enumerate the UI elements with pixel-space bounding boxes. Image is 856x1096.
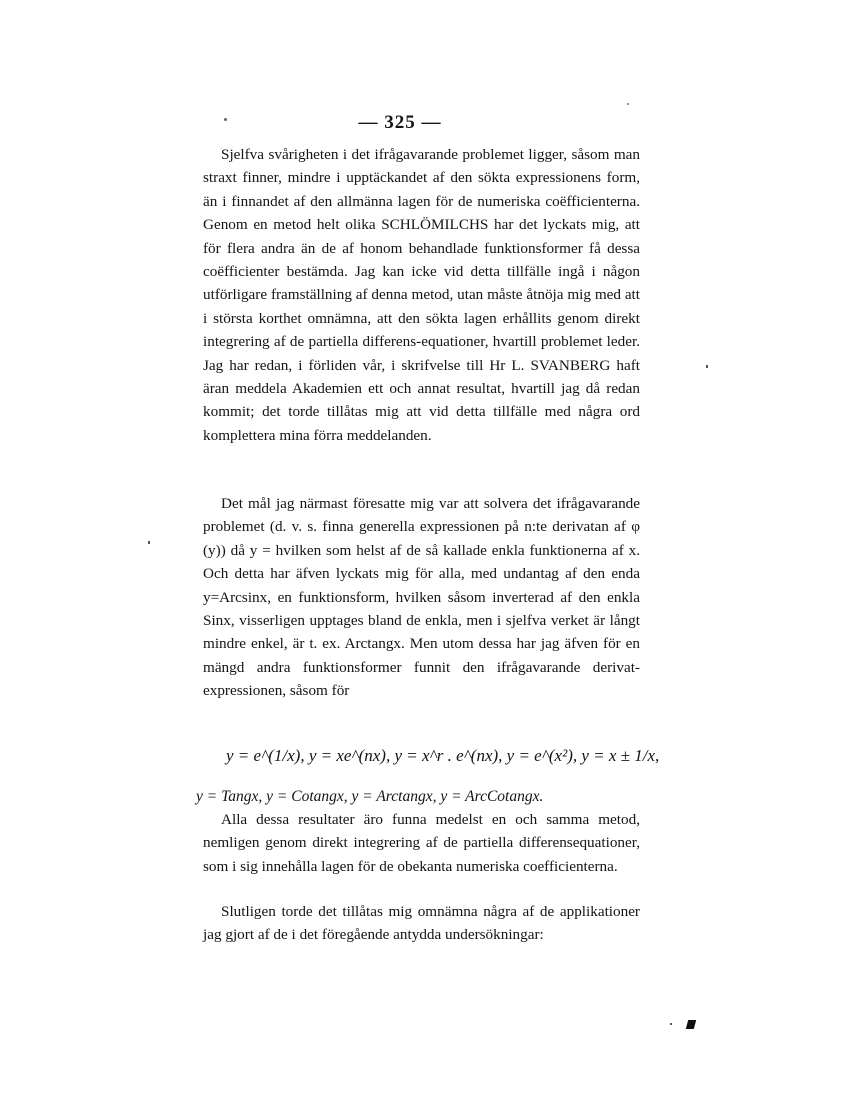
text-block-1 [203,143,640,447]
formula-line-1: y = e^(1/x), y = xe^(nx), y = x^r . e^(nx), y = e^(x²), y = x ± 1/x, [226,746,660,765]
print-speck [670,1023,672,1025]
formula-line-2: y = Tangx, y = Cotangx, y = Arctangx, y = ArcCotangx. [196,788,544,805]
print-speck [224,118,227,121]
paragraph: Alla dessa resultater äro funna medelst en och samma metod, nemligen genom direkt integrering af de partiella differensequationer, som i sig innehålla lagen för de obekanta numeriska coefficienterna. [203,811,640,875]
print-speck [627,103,629,105]
paragraph: Det mål jag närmast föresatte mig var att solvera det ifrågavarande problemet (d. v. s. finna generella expressionen på n:te derivatan af φ (y)) då y = hvilken som helst af de så kallade enkla funktionerna af x. Och detta har äfven lyckats mig för alla, med undantag af den enda y=Arcsinx, en funktionsform, hvilken såsom inverterad af den enkla Sinx, visserligen upptages bland de enkla, men i sjelfva verket är långt mindre enkel, är t. ex. Arctangx. Men utom dessa har jag äfven för en mängd andra funktionsformer funnit den ifrågavarande derivat-expressionen, såsom för [203,495,640,700]
print-speck [706,365,708,368]
paragraph: Slutligen torde det tillåtas mig omnämna några af de applikationer jag gjort af de i det föregående antydda undersökningar: [203,903,640,944]
text-block-4 [203,900,640,947]
paragraph: Sjelfva svårigheten i det ifrågavarande problemet ligger, såsom man straxt finner, mindre i upptäckandet af den sökta expressionens form, än i finnandet af den allmänna lagen för de numeriska coëfficienterna. Genom en metod helt olika SCHLÖMILCHS har det lyckats mig, att för flera andra än de af honom behandlade funktionsformer få dessa coëfficienter bestämda. Jag kan icke vid detta tillfälle ingå i någon utförligare framställning af denna metod, utan måste åtnöja mig med att i största korthet omnämna, att den sökta lagen erhållits genom direkt integrering af de partiella differens-equationer, hvartill problemet leder. Jag har redan, i förliden vår, i skrifvelse till Hr L. SVANBERG haft äran meddela Akademien ett och annat resultat, hvartill jag då redan kommit; det torde tillåtas mig att vid detta tillfälle med några ord komplettera mina förra meddelanden. [203,146,640,444]
text-block-2 [203,492,640,703]
page-number: — 325 — [358,112,442,133]
text-block-3 [203,808,640,878]
ink-blot [686,1020,696,1029]
print-speck [148,541,150,544]
